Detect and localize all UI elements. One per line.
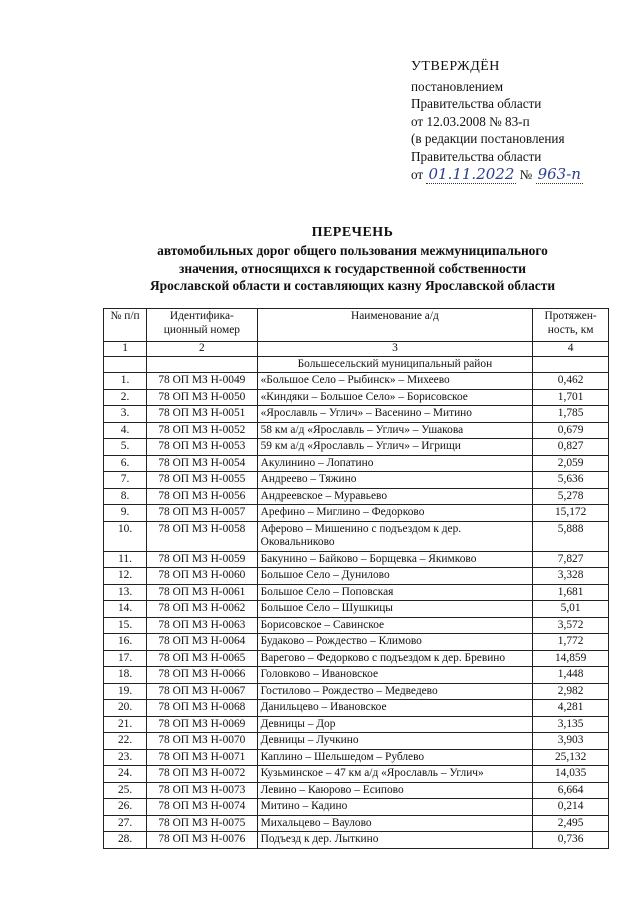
road-name: Михальцево – Ваулово (257, 815, 533, 832)
table-row (104, 568, 609, 585)
road-identifier: 78 ОП МЗ Н-0074 (147, 799, 257, 816)
approval-line-5: Правительства области (411, 148, 542, 164)
table-row (104, 815, 609, 832)
road-length: 3,903 (533, 733, 609, 750)
table-row (104, 782, 609, 799)
header-road-name: Наименование а/д (257, 309, 533, 342)
row-number: 8. (104, 488, 147, 505)
row-number: 28. (104, 832, 147, 849)
row-number: 18. (104, 667, 147, 684)
road-length: 25,132 (533, 749, 609, 766)
document-title (100, 224, 605, 295)
road-length: 1,681 (533, 584, 609, 601)
road-name: Гостилово – Рождество – Медведево (257, 683, 533, 700)
road-length: 0,827 (533, 439, 609, 456)
road-name: Андреевское – Муравьево (257, 488, 533, 505)
road-identifier: 78 ОП МЗ Н-0063 (147, 617, 257, 634)
road-length: 1,701 (533, 389, 609, 406)
road-identifier: 78 ОП МЗ Н-0065 (147, 650, 257, 667)
approval-date-line (411, 166, 636, 184)
road-name: «Ярославль – Углич» – Васенино – Митино (257, 406, 533, 423)
road-identifier: 78 ОП МЗ Н-0057 (147, 505, 257, 522)
row-number: 4. (104, 422, 147, 439)
table-row (104, 472, 609, 489)
row-number: 13. (104, 584, 147, 601)
road-name: Борисовское – Савинское (257, 617, 533, 634)
table-row (104, 406, 609, 423)
row-number: 6. (104, 455, 147, 472)
handwritten-number: 963-п (537, 164, 581, 183)
row-number: 25. (104, 782, 147, 799)
row-number: 17. (104, 650, 147, 667)
road-length: 1,772 (533, 634, 609, 651)
road-name: Арефино – Миглино – Федорково (257, 505, 533, 522)
road-identifier: 78 ОП МЗ Н-0049 (147, 373, 257, 390)
row-number: 9. (104, 505, 147, 522)
road-length: 3,328 (533, 568, 609, 585)
row-number: 16. (104, 634, 147, 651)
column-number-2: 2 (147, 342, 257, 357)
road-identifier: 78 ОП МЗ Н-0072 (147, 766, 257, 783)
table-row (104, 667, 609, 684)
table-row (104, 716, 609, 733)
road-identifier: 78 ОП МЗ Н-0058 (147, 521, 257, 551)
road-identifier: 78 ОП МЗ Н-0066 (147, 667, 257, 684)
approval-stamp (411, 58, 636, 183)
road-length: 0,214 (533, 799, 609, 816)
title-line-3: значения, относящихся к государственной собственности (179, 260, 526, 276)
table-row (104, 733, 609, 750)
row-number: 15. (104, 617, 147, 634)
road-name: Варегово – Федорково с подъездом к дер. Бревино (257, 650, 533, 667)
row-number: 24. (104, 766, 147, 783)
road-identifier: 78 ОП МЗ Н-0064 (147, 634, 257, 651)
road-identifier: 78 ОП МЗ Н-0068 (147, 700, 257, 717)
row-number: 11. (104, 551, 147, 568)
road-name: «Киндяки – Большое Село» – Борисовское (257, 389, 533, 406)
number-prefix: № (519, 166, 533, 182)
road-name: «Большое Село – Рыбинск» – Михеево (257, 373, 533, 390)
table-row (104, 766, 609, 783)
road-length: 5,888 (533, 521, 609, 551)
road-identifier: 78 ОП МЗ Н-0067 (147, 683, 257, 700)
table-row (104, 584, 609, 601)
road-length: 1,448 (533, 667, 609, 684)
table-row (104, 422, 609, 439)
road-name: Большое Село – Шушкицы (257, 601, 533, 618)
road-identifier: 78 ОП МЗ Н-0060 (147, 568, 257, 585)
road-identifier: 78 ОП МЗ Н-0052 (147, 422, 257, 439)
table-row (104, 551, 609, 568)
table-row (104, 617, 609, 634)
road-name: 58 км а/д «Ярославль – Углич» – Ушакова (257, 422, 533, 439)
road-length: 14,859 (533, 650, 609, 667)
table-row (104, 439, 609, 456)
date-prefix: от (411, 166, 424, 182)
table-row (104, 634, 609, 651)
row-number: 14. (104, 601, 147, 618)
roads-table (103, 308, 609, 849)
table-row (104, 749, 609, 766)
road-name: Головково – Ивановское (257, 667, 533, 684)
table-row (104, 373, 609, 390)
road-name: 59 км а/д «Ярославль – Углич» – Игрищи (257, 439, 533, 456)
road-length: 6,664 (533, 782, 609, 799)
road-name: Девницы – Лучкино (257, 733, 533, 750)
table-header-row (104, 309, 609, 342)
table-row (104, 700, 609, 717)
row-number: 2. (104, 389, 147, 406)
row-number: 23. (104, 749, 147, 766)
road-name: Подъезд к дер. Лыткино (257, 832, 533, 849)
road-length: 7,827 (533, 551, 609, 568)
table-row (104, 505, 609, 522)
row-number: 27. (104, 815, 147, 832)
road-identifier: 78 ОП МЗ Н-0069 (147, 716, 257, 733)
road-name: Акулинино – Лопатино (257, 455, 533, 472)
road-length: 3,135 (533, 716, 609, 733)
road-name: Большое Село – Поповская (257, 584, 533, 601)
row-number: 7. (104, 472, 147, 489)
table-row (104, 832, 609, 849)
region-row (104, 356, 609, 373)
road-length: 0,462 (533, 373, 609, 390)
road-length: 5,636 (533, 472, 609, 489)
road-length: 4,281 (533, 700, 609, 717)
road-identifier: 78 ОП МЗ Н-0076 (147, 832, 257, 849)
row-number: 5. (104, 439, 147, 456)
road-identifier: 78 ОП МЗ Н-0070 (147, 733, 257, 750)
handwritten-date: 01.11.2022 (428, 164, 515, 183)
header-identifier: Идентифика-ционный номер (147, 309, 257, 342)
road-length: 5,278 (533, 488, 609, 505)
road-name: Большое Село – Дунилово (257, 568, 533, 585)
approval-line-2: Правительства области (411, 96, 542, 112)
road-identifier: 78 ОП МЗ Н-0062 (147, 601, 257, 618)
approval-line-1: постановлением (411, 78, 504, 94)
road-name: Бакунино – Байково – Борщевка – Якимково (257, 551, 533, 568)
road-identifier: 78 ОП МЗ Н-0071 (147, 749, 257, 766)
row-number: 22. (104, 733, 147, 750)
table-row (104, 521, 609, 551)
approval-line-3: от 12.03.2008 № 83-п (411, 113, 530, 129)
road-name: Каплино – Шельшедом – Рублево (257, 749, 533, 766)
table-row (104, 683, 609, 700)
table-row (104, 389, 609, 406)
road-identifier: 78 ОП МЗ Н-0053 (147, 439, 257, 456)
road-length: 3,572 (533, 617, 609, 634)
road-identifier: 78 ОП МЗ Н-0051 (147, 406, 257, 423)
row-number: 10. (104, 521, 147, 551)
column-number-3: 3 (257, 342, 533, 357)
road-length: 2,059 (533, 455, 609, 472)
road-identifier: 78 ОП МЗ Н-0073 (147, 782, 257, 799)
table-row (104, 650, 609, 667)
road-length: 15,172 (533, 505, 609, 522)
road-identifier: 78 ОП МЗ Н-0075 (147, 815, 257, 832)
road-name: Левино – Каюрово – Есипово (257, 782, 533, 799)
row-number: 1. (104, 373, 147, 390)
table-row (104, 799, 609, 816)
title-line-1: ПЕРЕЧЕНЬ (311, 225, 394, 240)
row-number: 12. (104, 568, 147, 585)
row-number: 20. (104, 700, 147, 717)
region-name: Большесельский муниципальный район (257, 356, 533, 373)
column-number-1: 1 (104, 342, 147, 357)
title-line-4: Ярославской области и составляющих казну Ярославской области (149, 278, 556, 294)
road-identifier: 78 ОП МЗ Н-0059 (147, 551, 257, 568)
road-identifier: 78 ОП МЗ Н-0050 (147, 389, 257, 406)
row-number: 26. (104, 799, 147, 816)
road-identifier: 78 ОП МЗ Н-0061 (147, 584, 257, 601)
road-length: 1,785 (533, 406, 609, 423)
road-identifier: 78 ОП МЗ Н-0055 (147, 472, 257, 489)
road-name: Данильцево – Ивановское (257, 700, 533, 717)
header-length: Протяжен-ность, км (533, 309, 609, 342)
road-length: 0,679 (533, 422, 609, 439)
road-name: Митино – Кадино (257, 799, 533, 816)
road-name: Девницы – Дор (257, 716, 533, 733)
table-row (104, 601, 609, 618)
row-number: 21. (104, 716, 147, 733)
header-number: № п/п (104, 309, 147, 342)
road-length: 0,736 (533, 832, 609, 849)
road-name: Кузьминское – 47 км а/д «Ярославль – Углич» (257, 766, 533, 783)
road-name: Будаково – Рождество – Климово (257, 634, 533, 651)
road-name: Андреево – Тяжино (257, 472, 533, 489)
road-name: Аферово – Мишенино с подъездом к дер. Оковальниково (257, 521, 533, 551)
approval-line-4: (в редакции постановления (411, 131, 565, 147)
road-identifier: 78 ОП МЗ Н-0054 (147, 455, 257, 472)
table-row (104, 488, 609, 505)
table-column-numbers-row (104, 342, 609, 357)
road-identifier: 78 ОП МЗ Н-0056 (147, 488, 257, 505)
road-length: 2,495 (533, 815, 609, 832)
road-length: 14,035 (533, 766, 609, 783)
row-number: 19. (104, 683, 147, 700)
table-row (104, 455, 609, 472)
row-number: 3. (104, 406, 147, 423)
column-number-4: 4 (533, 342, 609, 357)
title-line-2: автомобильных дорог общего пользования межмуниципального (157, 242, 548, 258)
road-length: 2,982 (533, 683, 609, 700)
approval-heading: УТВЕРЖДЁН (411, 59, 500, 74)
road-length: 5,01 (533, 601, 609, 618)
